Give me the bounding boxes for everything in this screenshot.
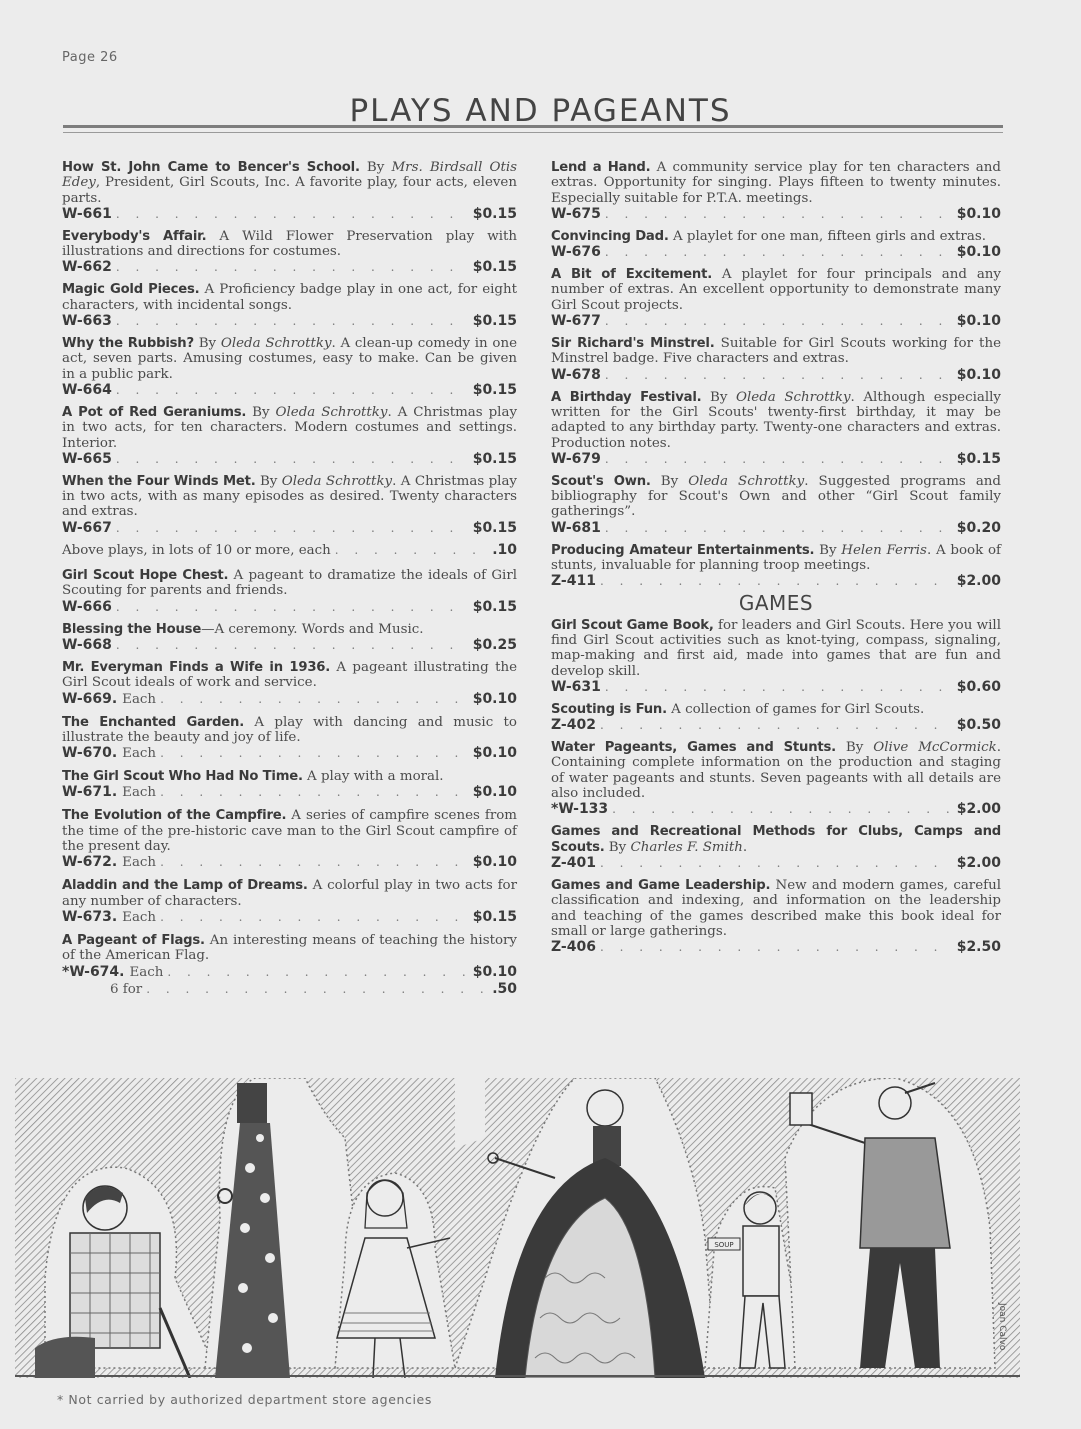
catalog-code: W-663 (62, 313, 112, 330)
price-line (62, 259, 517, 275)
catalog-code: W-670. (62, 745, 118, 762)
price-line (62, 520, 517, 536)
price-line (551, 939, 1001, 955)
entry-desc-lead: By (701, 389, 737, 405)
price-line (62, 854, 517, 871)
catalog-entry (551, 702, 1001, 733)
catalog-entry (62, 160, 517, 222)
price: $2.00 (956, 801, 1001, 818)
entry-title: How St. John Came to Bencer's School. (62, 160, 360, 175)
entry-description (551, 390, 1001, 451)
entry-title: Scouting is Fun. (551, 701, 667, 717)
plays-list-part-3 (551, 160, 1001, 589)
catalog-entry (62, 474, 517, 536)
price: $0.10 (956, 205, 1001, 222)
entry-desc-rest: . Although especially written for the Girl Scouts' twenty-first birthday, it may be adapted to any birthday party. Twenty-one characters and extras. Production notes. (551, 389, 1001, 451)
catalog-entry (62, 622, 517, 653)
leader-dots (167, 964, 468, 980)
entry-author: Mrs. Birdsall Otis Edey (62, 160, 518, 191)
catalog-code: W-668 (62, 636, 112, 653)
entry-author: Helen Ferris (841, 542, 927, 558)
entry-description (62, 474, 517, 520)
bulk-price: .50 (492, 980, 517, 997)
page-title: PLAYS AND PAGEANTS (349, 92, 732, 129)
entry-desc-lead: A play with dancing and music to illustrate the beauty and joy of life. (62, 714, 517, 745)
entry-title: Magic Gold Pieces. (62, 282, 200, 298)
artist-signature: Joan Calvo (997, 1303, 1007, 1351)
entry-description (62, 769, 517, 784)
entry-description (62, 622, 517, 637)
each-label: Each (129, 964, 164, 980)
price-line (62, 599, 517, 615)
leader-dots (605, 451, 953, 467)
entry-author: Oleda Schrottky (736, 389, 851, 405)
entry-title: Why the Rubbish? (62, 336, 194, 352)
leader-dots (116, 599, 469, 615)
entry-desc-rest: . Containing complete information on the production and staging of water pageants and stunts. Seven pageants with all details are also included. (551, 740, 1001, 802)
price: $0.20 (956, 519, 1001, 536)
entry-desc-lead: A collection of games for Girl Scouts. (666, 701, 925, 717)
catalog-entry (62, 229, 517, 276)
leader-dots (600, 573, 953, 589)
entry-description (551, 824, 1001, 855)
price: $0.15 (472, 381, 517, 398)
price-line (551, 244, 1001, 260)
entry-description (62, 808, 517, 854)
leader-dots (605, 206, 953, 222)
bulk-note-text: Above plays, in lots of 10 or more, each (62, 542, 331, 558)
price-line (551, 520, 1001, 536)
price-line (551, 573, 1001, 589)
entry-title: Aladdin and the Lamp of Dreams. (62, 878, 308, 894)
entry-description (62, 568, 517, 599)
catalog-code: W-666 (62, 598, 112, 615)
leader-dots (116, 313, 469, 329)
catalog-code: W-681 (551, 519, 601, 536)
leader-dots (605, 313, 953, 329)
entry-title: Producing Amateur Entertainments. (551, 542, 815, 558)
price: $0.10 (472, 745, 517, 762)
entry-desc-rest: . Suggested programs and bibliography for Scout's Own and other “Girl Scout family gatherings”. (551, 473, 1002, 520)
price-line (62, 206, 517, 222)
entry-author: Olive McCormick (873, 740, 997, 756)
entry-author: Oleda Schrottky (220, 336, 332, 352)
price: $0.15 (472, 519, 517, 536)
page-number: Page 26 (62, 50, 118, 65)
entry-desc-lead: By (193, 336, 221, 352)
catalog-entry (551, 878, 1001, 955)
entry-author: Oleda Schrottky (688, 473, 805, 489)
entry-desc-lead: By (604, 839, 631, 855)
catalog-entry (551, 160, 1001, 222)
entry-desc-rest: . A book of stunts, invaluable for planning troop meetings. (551, 542, 1002, 574)
catalog-code: W-679 (551, 450, 601, 467)
leader-dots (160, 784, 469, 800)
leader-dots (146, 981, 488, 997)
each-label: Each (122, 855, 157, 871)
each-label: Each (122, 746, 157, 762)
bulk-price-note (62, 543, 517, 558)
catalog-code: W-664 (62, 381, 112, 398)
price: $0.10 (472, 963, 517, 980)
price-line (551, 801, 1001, 817)
footnote: * Not carried by authorized department store agencies (57, 1392, 432, 1407)
price-line (62, 451, 517, 467)
price: $0.10 (472, 784, 517, 801)
leader-dots (160, 745, 469, 761)
leader-dots (116, 451, 469, 467)
price: $0.15 (472, 205, 517, 222)
entry-desc-lead: for leaders and Girl Scouts. Here you will find Girl Scout activities such as knot-tying, compass, signaling, map-making and first aid, made into games that are fun and develop skill. (551, 617, 1001, 679)
entry-desc-lead: By (255, 473, 282, 489)
entry-desc-lead: By (246, 404, 276, 420)
price-line (551, 313, 1001, 329)
leader-dots (160, 854, 469, 870)
entry-description (62, 715, 517, 746)
catalog-code: W-672. (62, 854, 118, 871)
entry-description (62, 282, 517, 313)
entry-desc-rest: . (742, 839, 748, 855)
catalog-code: W-662 (62, 259, 112, 276)
catalog-entry (62, 715, 517, 763)
catalog-entry (551, 740, 1001, 817)
catalog-entry (62, 660, 517, 708)
entry-description (551, 474, 1001, 520)
entry-description (62, 878, 517, 909)
entry-title: A Pot of Red Geraniums. (62, 404, 247, 420)
entry-desc-lead: A colorful play in two acts for any number of characters. (62, 878, 517, 909)
price: $0.10 (956, 313, 1001, 330)
catalog-code: W-677 (551, 313, 601, 330)
catalog-code: Z-402 (551, 717, 596, 734)
costumed-characters-illustration (15, 1078, 1020, 1378)
entry-description (62, 660, 517, 691)
catalog-code: Z-411 (551, 573, 596, 590)
entry-title: Scout's Own. (551, 473, 651, 489)
price: $0.10 (472, 690, 517, 707)
price: $0.15 (472, 313, 517, 330)
entry-title: Mr. Everyman Finds a Wife in 1936. (62, 659, 331, 675)
entry-desc-lead: A pageant illustrating the Girl Scout ideals of work and service. (62, 659, 517, 691)
entry-title: The Evolution of the Campfire. (62, 808, 287, 824)
entry-desc-lead: An interesting means of teaching the history of the American Flag. (62, 932, 517, 964)
entry-desc-lead: By (359, 160, 392, 175)
catalog-code: W-675 (551, 205, 601, 222)
entry-desc-lead: A community service play for ten characters and extras. Opportunity for singing. Plays fifteen to twenty minutes. Especially suitable for P.T.A. meetings. (551, 160, 1001, 206)
entry-desc-rest: . A Christmas play in two acts, for ten characters. Modern costumes and settings. Interior. (62, 404, 518, 451)
price: $0.10 (956, 244, 1001, 261)
entry-desc-rest: . A clean-up comedy in one act, seven parts. Amusing costumes, easy to make. Can be given in a public park. (62, 336, 518, 382)
price-line (62, 382, 517, 398)
price-line (62, 964, 517, 981)
games-heading: GAMES (738, 591, 814, 616)
entry-desc-lead: A playlet for one man, fifteen girls and extras. (668, 228, 986, 244)
entry-title: Blessing the House (62, 621, 202, 637)
entry-description (551, 229, 1001, 244)
price: $2.00 (956, 573, 1001, 590)
catalog-code: W-669. (62, 690, 118, 707)
price: $0.15 (472, 598, 517, 615)
catalog-entry (551, 543, 1001, 590)
catalog-entry (551, 229, 1001, 260)
leader-dots (116, 382, 469, 398)
catalog-entry (551, 618, 1001, 695)
bulk-price-line (62, 981, 517, 998)
price-line (551, 717, 1001, 733)
entry-desc-rest: , President, Girl Scouts, Inc. A favorite play, four acts, eleven parts. (62, 175, 517, 206)
price-line (551, 679, 1001, 695)
bulk-label: 6 for (110, 981, 143, 997)
price-line (62, 784, 517, 801)
price-line (62, 745, 517, 762)
catalog-code: *W-133 (551, 801, 609, 818)
entry-desc-lead: A Proficiency badge play in one act, for eight characters, with incidental songs. (62, 282, 517, 313)
entry-title: Girl Scout Game Book, (551, 617, 714, 633)
price: $0.10 (956, 366, 1001, 383)
price: $2.50 (956, 939, 1001, 956)
entry-title: Girl Scout Hope Chest. (62, 568, 229, 584)
catalog-entry (551, 474, 1001, 536)
entry-description (551, 878, 1001, 939)
leader-dots (605, 520, 953, 536)
catalog-code: W-667 (62, 519, 112, 536)
entry-description (62, 933, 517, 964)
leader-dots (116, 206, 469, 222)
catalog-entry (551, 390, 1001, 467)
entry-title: Water Pageants, Games and Stunts. (551, 740, 836, 756)
leader-dots (605, 367, 953, 383)
leader-dots (335, 543, 488, 558)
catalog-code: *W-674. (62, 963, 125, 980)
entry-description (62, 336, 517, 382)
price: $0.15 (956, 450, 1001, 467)
catalog-entry (62, 336, 517, 398)
price: $0.25 (472, 636, 517, 653)
entry-desc-lead: A play with a moral. (302, 769, 444, 785)
entry-title: A Pageant of Flags. (62, 932, 205, 948)
right-column (551, 160, 1001, 962)
leader-dots (160, 909, 469, 925)
catalog-entry (62, 568, 517, 615)
catalog-code: W-661 (62, 205, 112, 222)
catalog-entry (551, 824, 1001, 871)
soup-box-label: SOUP (714, 1241, 734, 1249)
catalog-entry (62, 769, 517, 801)
catalog-entry (62, 282, 517, 329)
entry-title: When the Four Winds Met. (62, 473, 256, 489)
leader-dots (160, 691, 469, 707)
entry-desc-lead: A Wild Flower Preservation play with illustrations and directions for costumes. (62, 228, 517, 260)
entry-description (62, 160, 517, 206)
leader-dots (116, 637, 469, 653)
catalog-entry (551, 267, 1001, 329)
entry-title: Games and Recreational Methods for Clubs, Camps and Scouts. (551, 824, 1001, 855)
leader-dots (612, 801, 953, 817)
games-list (551, 618, 1001, 955)
leader-dots (605, 244, 953, 260)
entry-title: The Enchanted Garden. (62, 714, 245, 730)
catalog-entry (62, 808, 517, 871)
plays-list-part-2 (62, 568, 517, 997)
price: $0.15 (472, 259, 517, 276)
entry-description (551, 267, 1001, 313)
entry-author: Charles F. Smith (630, 839, 743, 855)
price-line (62, 637, 517, 653)
price-line (62, 313, 517, 329)
entry-desc-lead: By (814, 542, 842, 558)
left-column (62, 160, 517, 1005)
leader-dots (116, 520, 469, 536)
leader-dots (116, 259, 469, 275)
price-line (551, 451, 1001, 467)
price: $0.50 (956, 717, 1001, 734)
leader-dots (605, 679, 953, 695)
entry-title: Lend a Hand. (551, 160, 651, 175)
entry-description (62, 405, 517, 451)
entry-title: Everybody's Affair. (62, 228, 207, 244)
entry-desc-rest: . A Christmas play in two acts, with as many episodes as desired. Twenty characters and extras. (62, 473, 517, 520)
entry-title: The Girl Scout Who Had No Time. (62, 769, 303, 785)
entry-author: Oleda Schrottky (281, 473, 393, 489)
catalog-code: W-671. (62, 784, 118, 801)
title-rule-divider (63, 125, 1003, 133)
entry-title: Games and Game Leadership. (551, 877, 771, 893)
entry-title: Sir Richard's Minstrel. (551, 336, 715, 352)
catalog-entry (62, 878, 517, 926)
catalog-entry (62, 405, 517, 467)
catalog-code: W-631 (551, 678, 601, 695)
entry-desc-lead: A series of campfire scenes from the time of the pre-historic cave man to the Girl Scout campfire of the present day. (62, 808, 517, 855)
price-line (551, 855, 1001, 871)
entry-desc-lead: Suitable for Girl Scouts working for the Minstrel badge. Five characters and extras. (551, 336, 1001, 367)
entry-desc-lead: A playlet for four principals and any number of extras. An excellent opportunity to demonstrate many Girl Scout projects. (551, 267, 1002, 313)
entry-desc-lead: By (650, 473, 689, 489)
plays-list-part-1 (62, 160, 517, 536)
entry-description (62, 229, 517, 260)
entry-desc-lead: New and modern games, careful classification and indexing, and information on the leadership and teaching of the games described make this book ideal for small or large gatherings. (551, 877, 1002, 939)
catalog-code: W-676 (551, 244, 601, 261)
entry-title: Convincing Dad. (551, 228, 669, 244)
entry-description (551, 543, 1001, 574)
entry-description (551, 618, 1001, 679)
price: $0.10 (472, 854, 517, 871)
leader-dots (600, 939, 953, 955)
price: $0.15 (472, 908, 517, 925)
each-label: Each (122, 909, 157, 925)
each-label: Each (122, 691, 157, 707)
bulk-note-price: .10 (492, 541, 517, 558)
catalog-code: W-678 (551, 366, 601, 383)
leader-dots (600, 855, 953, 871)
entry-desc-lead: A pageant to dramatize the ideals of Girl Scouting for parents and friends. (62, 568, 518, 599)
catalog-code: Z-401 (551, 854, 596, 871)
entry-description (551, 740, 1001, 801)
catalog-code: W-665 (62, 450, 112, 467)
price-line (62, 909, 517, 926)
catalog-code: W-673. (62, 908, 118, 925)
entry-description (551, 160, 1001, 206)
entry-description (551, 336, 1001, 367)
price: $2.00 (956, 854, 1001, 871)
price-line (551, 367, 1001, 383)
entry-desc-lead: By (835, 740, 874, 756)
entry-title: A Bit of Excitement. (551, 267, 713, 283)
entry-desc-lead: —A ceremony. Words and Music. (201, 621, 424, 637)
price-line (62, 691, 517, 708)
entry-author: Oleda Schrottky (275, 404, 388, 420)
catalog-code: Z-406 (551, 939, 596, 956)
price: $0.15 (472, 450, 517, 467)
each-label: Each (122, 785, 157, 801)
catalog-entry (62, 933, 517, 998)
leader-dots (600, 717, 953, 733)
price: $0.60 (956, 678, 1001, 695)
catalog-entry (551, 336, 1001, 383)
entry-description (551, 702, 1001, 717)
price-line (551, 206, 1001, 222)
entry-title: A Birthday Festival. (551, 389, 702, 405)
